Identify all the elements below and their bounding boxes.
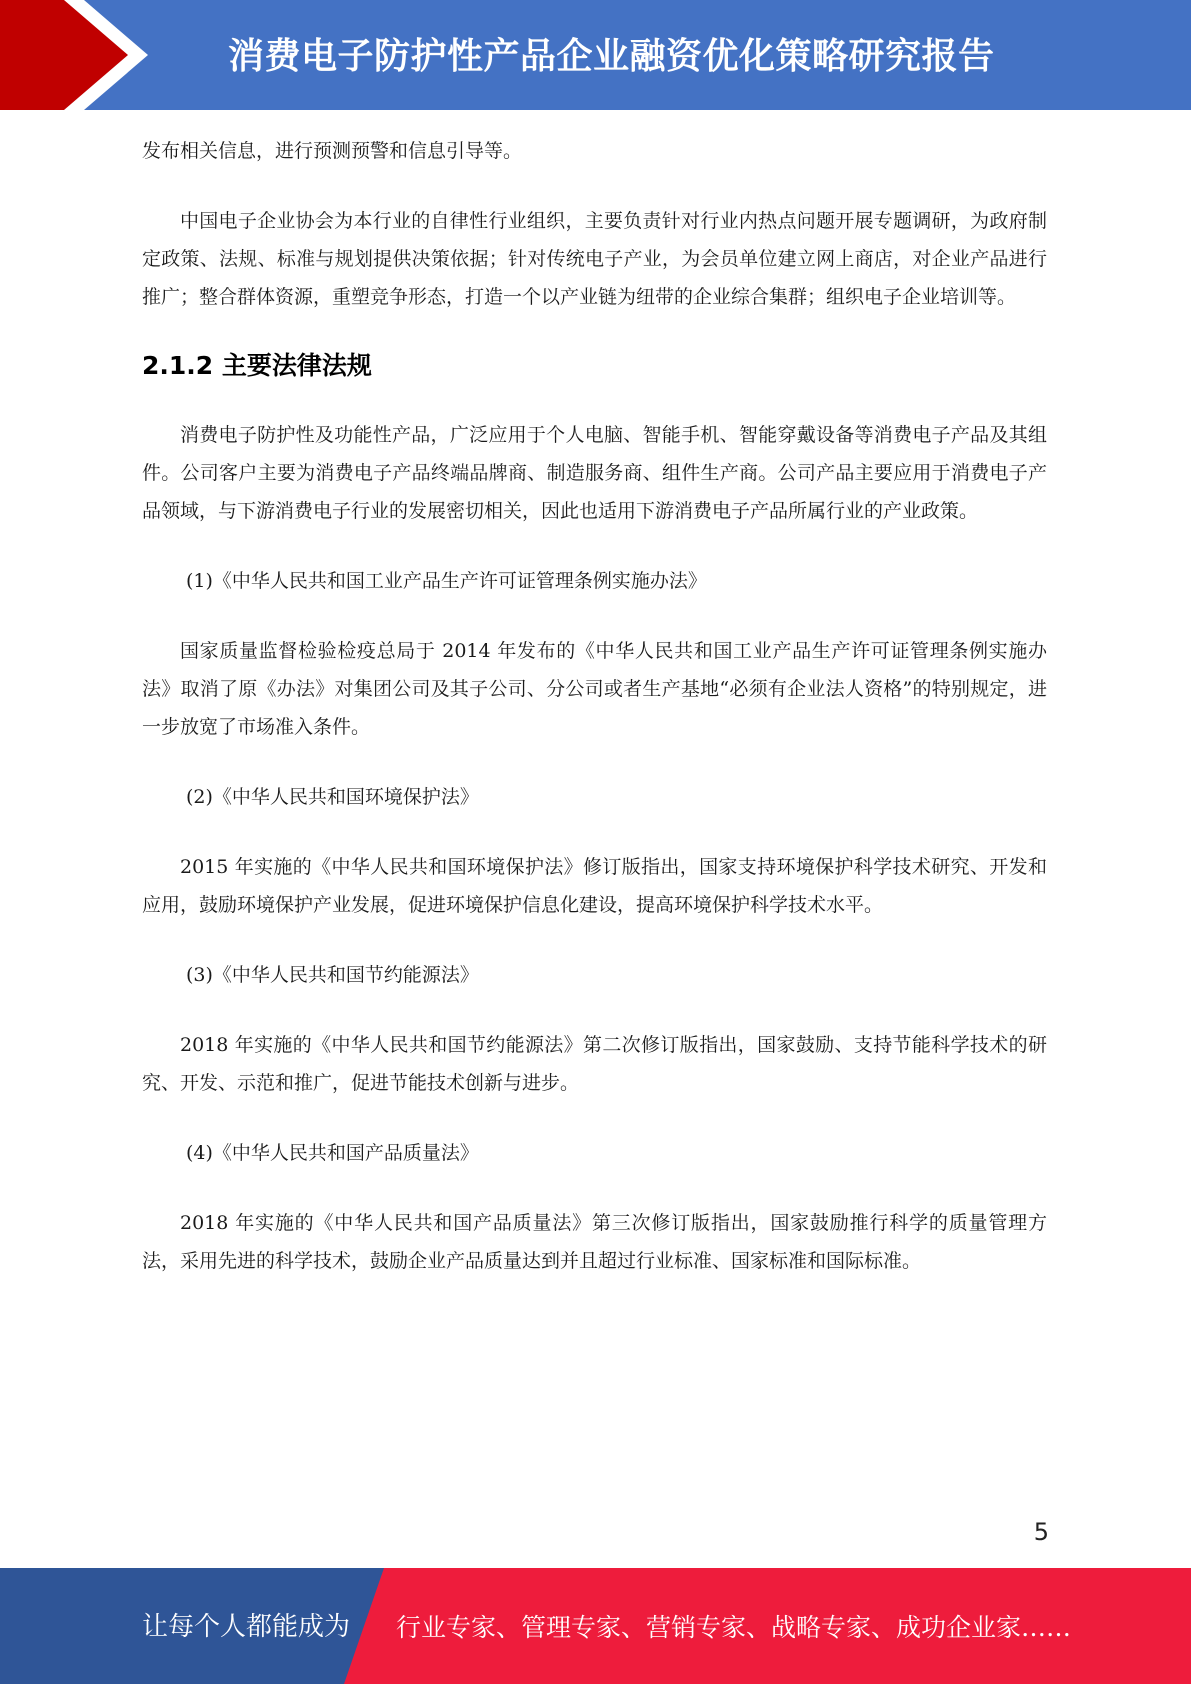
page-header bbox=[0, 0, 1191, 110]
header-chevron-decoration bbox=[0, 0, 160, 110]
section-heading: 2.1.2 主要法律法规 bbox=[142, 351, 372, 380]
paragraph-association: 中国电子企业协会为本行业的自律性行业组织，主要负责针对行业内热点问题开展专题调研，为政府制定政策、法规、标准与规划提供决策依据；针对传统电子产业，为会员单位建立网上商店，对企业产品进行推广；整合群体资源，重塑竞争形态，打造一个以产业链为纽带的企业综合集群；组织电子企业培训等。 bbox=[142, 210, 1047, 308]
document-body bbox=[142, 132, 1047, 1280]
law-title-2: (2)《中华人民共和国环境保护法》 bbox=[186, 786, 479, 808]
law-title-1: (1)《中华人民共和国工业产品生产许可证管理条例实施办法》 bbox=[186, 570, 707, 592]
law-text-1: 国家质量监督检验检疫总局于 2014 年发布的《中华人民共和国工业产品生产许可证管理条例实施办法》取消了原《办法》对集团公司及其子公司、分公司或者生产基地“必须有企业法人资格”的特别规定，进一步放宽了市场准入条件。 bbox=[142, 640, 1047, 738]
law-text-2: 2015 年实施的《中华人民共和国环境保护法》修订版指出，国家支持环境保护科学技术研究、开发和应用，鼓励环境保护产业发展，促进环境保护信息化建设，提高环境保护科学技术水平。 bbox=[142, 856, 1047, 916]
paragraph-overview: 消费电子防护性及功能性产品，广泛应用于个人电脑、智能手机、智能穿戴设备等消费电子产品及其组件。公司客户主要为消费电子产品终端品牌商、制造服务商、组件生产商。公司产品主要应用于消费电子产品领域，与下游消费电子行业的发展密切相关，因此也适用下游消费电子产品所属行业的产业政策。 bbox=[142, 424, 1047, 522]
paragraph-intro: 发布相关信息，进行预测预警和信息引导等。 bbox=[142, 140, 523, 162]
law-text-4: 2018 年实施的《中华人民共和国产品质量法》第三次修订版指出，国家鼓励推行科学的质量管理方法，采用先进的科学技术，鼓励企业产品质量达到并且超过行业标准、国家标准和国际标准。 bbox=[142, 1212, 1047, 1272]
report-title: 消费电子防护性产品企业融资优化策略研究报告 bbox=[228, 36, 995, 77]
footer-slogan-left: 让每个人都能成为 bbox=[142, 1612, 351, 1642]
page-number: 5 bbox=[1033, 1518, 1049, 1546]
footer-slogan-right: 行业专家、管理专家、营销专家、战略专家、成功企业家…… bbox=[396, 1613, 1072, 1642]
page-footer bbox=[0, 1568, 1191, 1684]
law-title-4: (4)《中华人民共和国产品质量法》 bbox=[186, 1142, 479, 1164]
law-title-3: (3)《中华人民共和国节约能源法》 bbox=[186, 964, 479, 986]
law-text-3: 2018 年实施的《中华人民共和国节约能源法》第二次修订版指出，国家鼓励、支持节能科学技术的研究、开发、示范和推广，促进节能技术创新与进步。 bbox=[142, 1034, 1047, 1094]
